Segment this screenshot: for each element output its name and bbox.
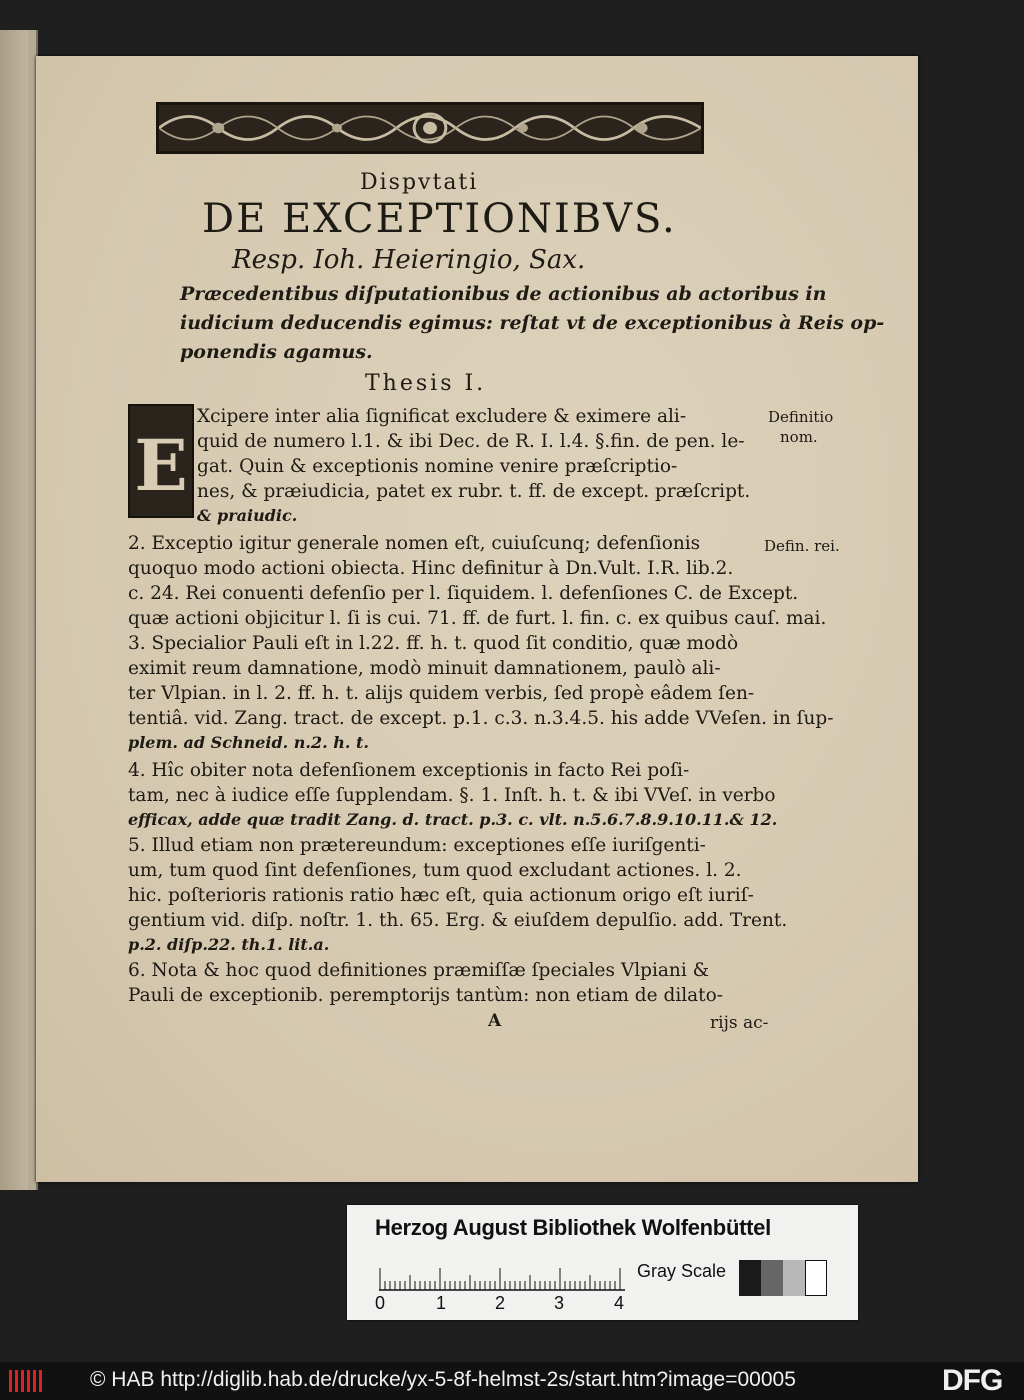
intro-line: Præcedentibus diſputationibus de actionibus ab actoribus in [180, 283, 827, 305]
signature-mark: A [488, 1011, 502, 1031]
left-page-edge [0, 30, 38, 1190]
gray-swatch-black [739, 1260, 761, 1296]
body-text-line: tentiâ. vid. Zang. tract. de except. p.1. c.3. n.3.4.5. his adde VVeſen. in ſup- [128, 708, 834, 729]
ruler-scale [379, 1263, 625, 1291]
body-text-line: gentium vid. diſp. noſtr. 1. th. 65. Erg. & eiuſdem depulſio. add. Trent. [128, 910, 788, 931]
ruler-label-3: 3 [554, 1293, 565, 1313]
margin-note-defin-rei: Defin. rei. [764, 537, 840, 555]
body-text-line: Xcipere inter alia ſignificat excludere & eximere ali- [197, 406, 687, 427]
dfg-logo: DFG [942, 1364, 1003, 1397]
body-text-line: quid de numero l.1. & ibi Dec. de R. I. l.4. §.fin. de pen. le- [197, 431, 745, 452]
ruler-label-4: 4 [614, 1293, 625, 1313]
body-text-line: tam, nec à iudice eſſe ſupplendam. §. 1. Inſt. h. t. & ibi VVeſ. in verbo [128, 785, 776, 806]
ruler-label-2: 2 [495, 1293, 506, 1313]
respondent-line: Resp. Ioh. Heieringio, Sax. [232, 245, 586, 275]
gray-swatch-white [805, 1260, 827, 1296]
ruler-label-0: 0 [375, 1293, 386, 1313]
hab-logo-icon [8, 1368, 44, 1394]
disputation-label: Dispvtati [360, 170, 479, 195]
chart-title: Herzog August Bibliothek Wolfenbüttel [375, 1215, 771, 1240]
body-text-line: hic. poſterioris rationis ratio hæc eſt, quia actionum origo eſt iuriſ- [128, 885, 754, 906]
body-text-line: 3. Specialior Pauli eſt in l.22. ff. h. t. quod ſit conditio, quæ modò [128, 633, 739, 654]
body-text-line: plem. ad Schneid. n.2. h. t. [128, 733, 369, 752]
body-text-line: eximit reum damnatione, modò minuit damnationem, paulò ali- [128, 658, 721, 679]
gray-scale-label: Gray Scale [637, 1261, 727, 1281]
body-text-line: quoquo modo actioni obiecta. Hinc definitur à Dn.Vult. I.R. lib.2. [128, 558, 734, 579]
body-text-line: 2. Exceptio igitur generale nomen eſt, cuiuſcunq; defenſionis [128, 533, 701, 554]
margin-note-nom: nom. [780, 428, 818, 446]
body-text-line: nes, & præiudicia, patet ex rubr. t. ff. de except. præſcript. [197, 481, 751, 502]
footer-source-link[interactable]: © HAB http://diglib.hab.de/drucke/yx-5-8f-helmst-2s/start.htm?image=00005 [90, 1368, 796, 1391]
thesis-heading: Thesis I. [365, 371, 487, 396]
body-text-line: 6. Nota & hoc quod definitiones præmiſſæ ſpeciales Vlpiani & [128, 960, 710, 981]
body-text-line: 4. Hîc obiter nota defenſionem exceptionis in facto Rei poſi- [128, 760, 690, 781]
ornament-headpiece [156, 102, 704, 154]
body-text-line: Pauli de exceptionib. peremptorijs tantùm: non etiam de dilato- [128, 985, 723, 1006]
body-text-line: quæ actioni objicitur l. ſi is cui. 71. ff. de furt. l. fin. c. ex quibus cauſ. mai. [128, 608, 827, 629]
gray-swatch-light [783, 1260, 805, 1296]
body-text-line: gat. Quin & exceptionis nomine venire præſcriptio- [197, 456, 678, 477]
body-text-line: c. 24. Rei conuenti defenſio per l. ſiquidem. l. defenſiones C. de Except. [128, 583, 799, 604]
intro-line: ponendis agamus. [180, 341, 373, 363]
catchword: rijs ac- [710, 1013, 769, 1033]
page-title: DE EXCEPTIONIBVS. [202, 196, 677, 242]
ruler-label-1: 1 [436, 1293, 447, 1313]
body-text-line: efficax, adde quæ tradit Zang. d. tract. p.3. c. vlt. n.5.6.7.8.9.10.11.& 12. [128, 810, 778, 829]
dropcap-initial: E [128, 404, 194, 518]
gray-swatch-dark [761, 1260, 783, 1296]
body-text-line: ter Vlpian. in l. 2. ff. h. t. alijs quidem verbis, ſed propè eâdem ſen- [128, 683, 755, 704]
margin-note-definitio: Definitio [768, 408, 834, 426]
body-text-line: p.2. diſp.22. th.1. lit.a. [128, 935, 330, 954]
color-reference-chart [347, 1205, 858, 1320]
body-text-line: & praiudic. [197, 506, 298, 525]
intro-line: iudicium deducendis egimus: reſtat vt de exceptionibus à Reis op- [180, 312, 885, 334]
body-text-line: um, tum quod ſint defenſiones, tum quod excludant actiones. l. 2. [128, 860, 742, 881]
viewer-footer [0, 1362, 1024, 1400]
body-text-line: 5. Illud etiam non prætereundum: exceptiones eſſe iuriſgenti- [128, 835, 706, 856]
